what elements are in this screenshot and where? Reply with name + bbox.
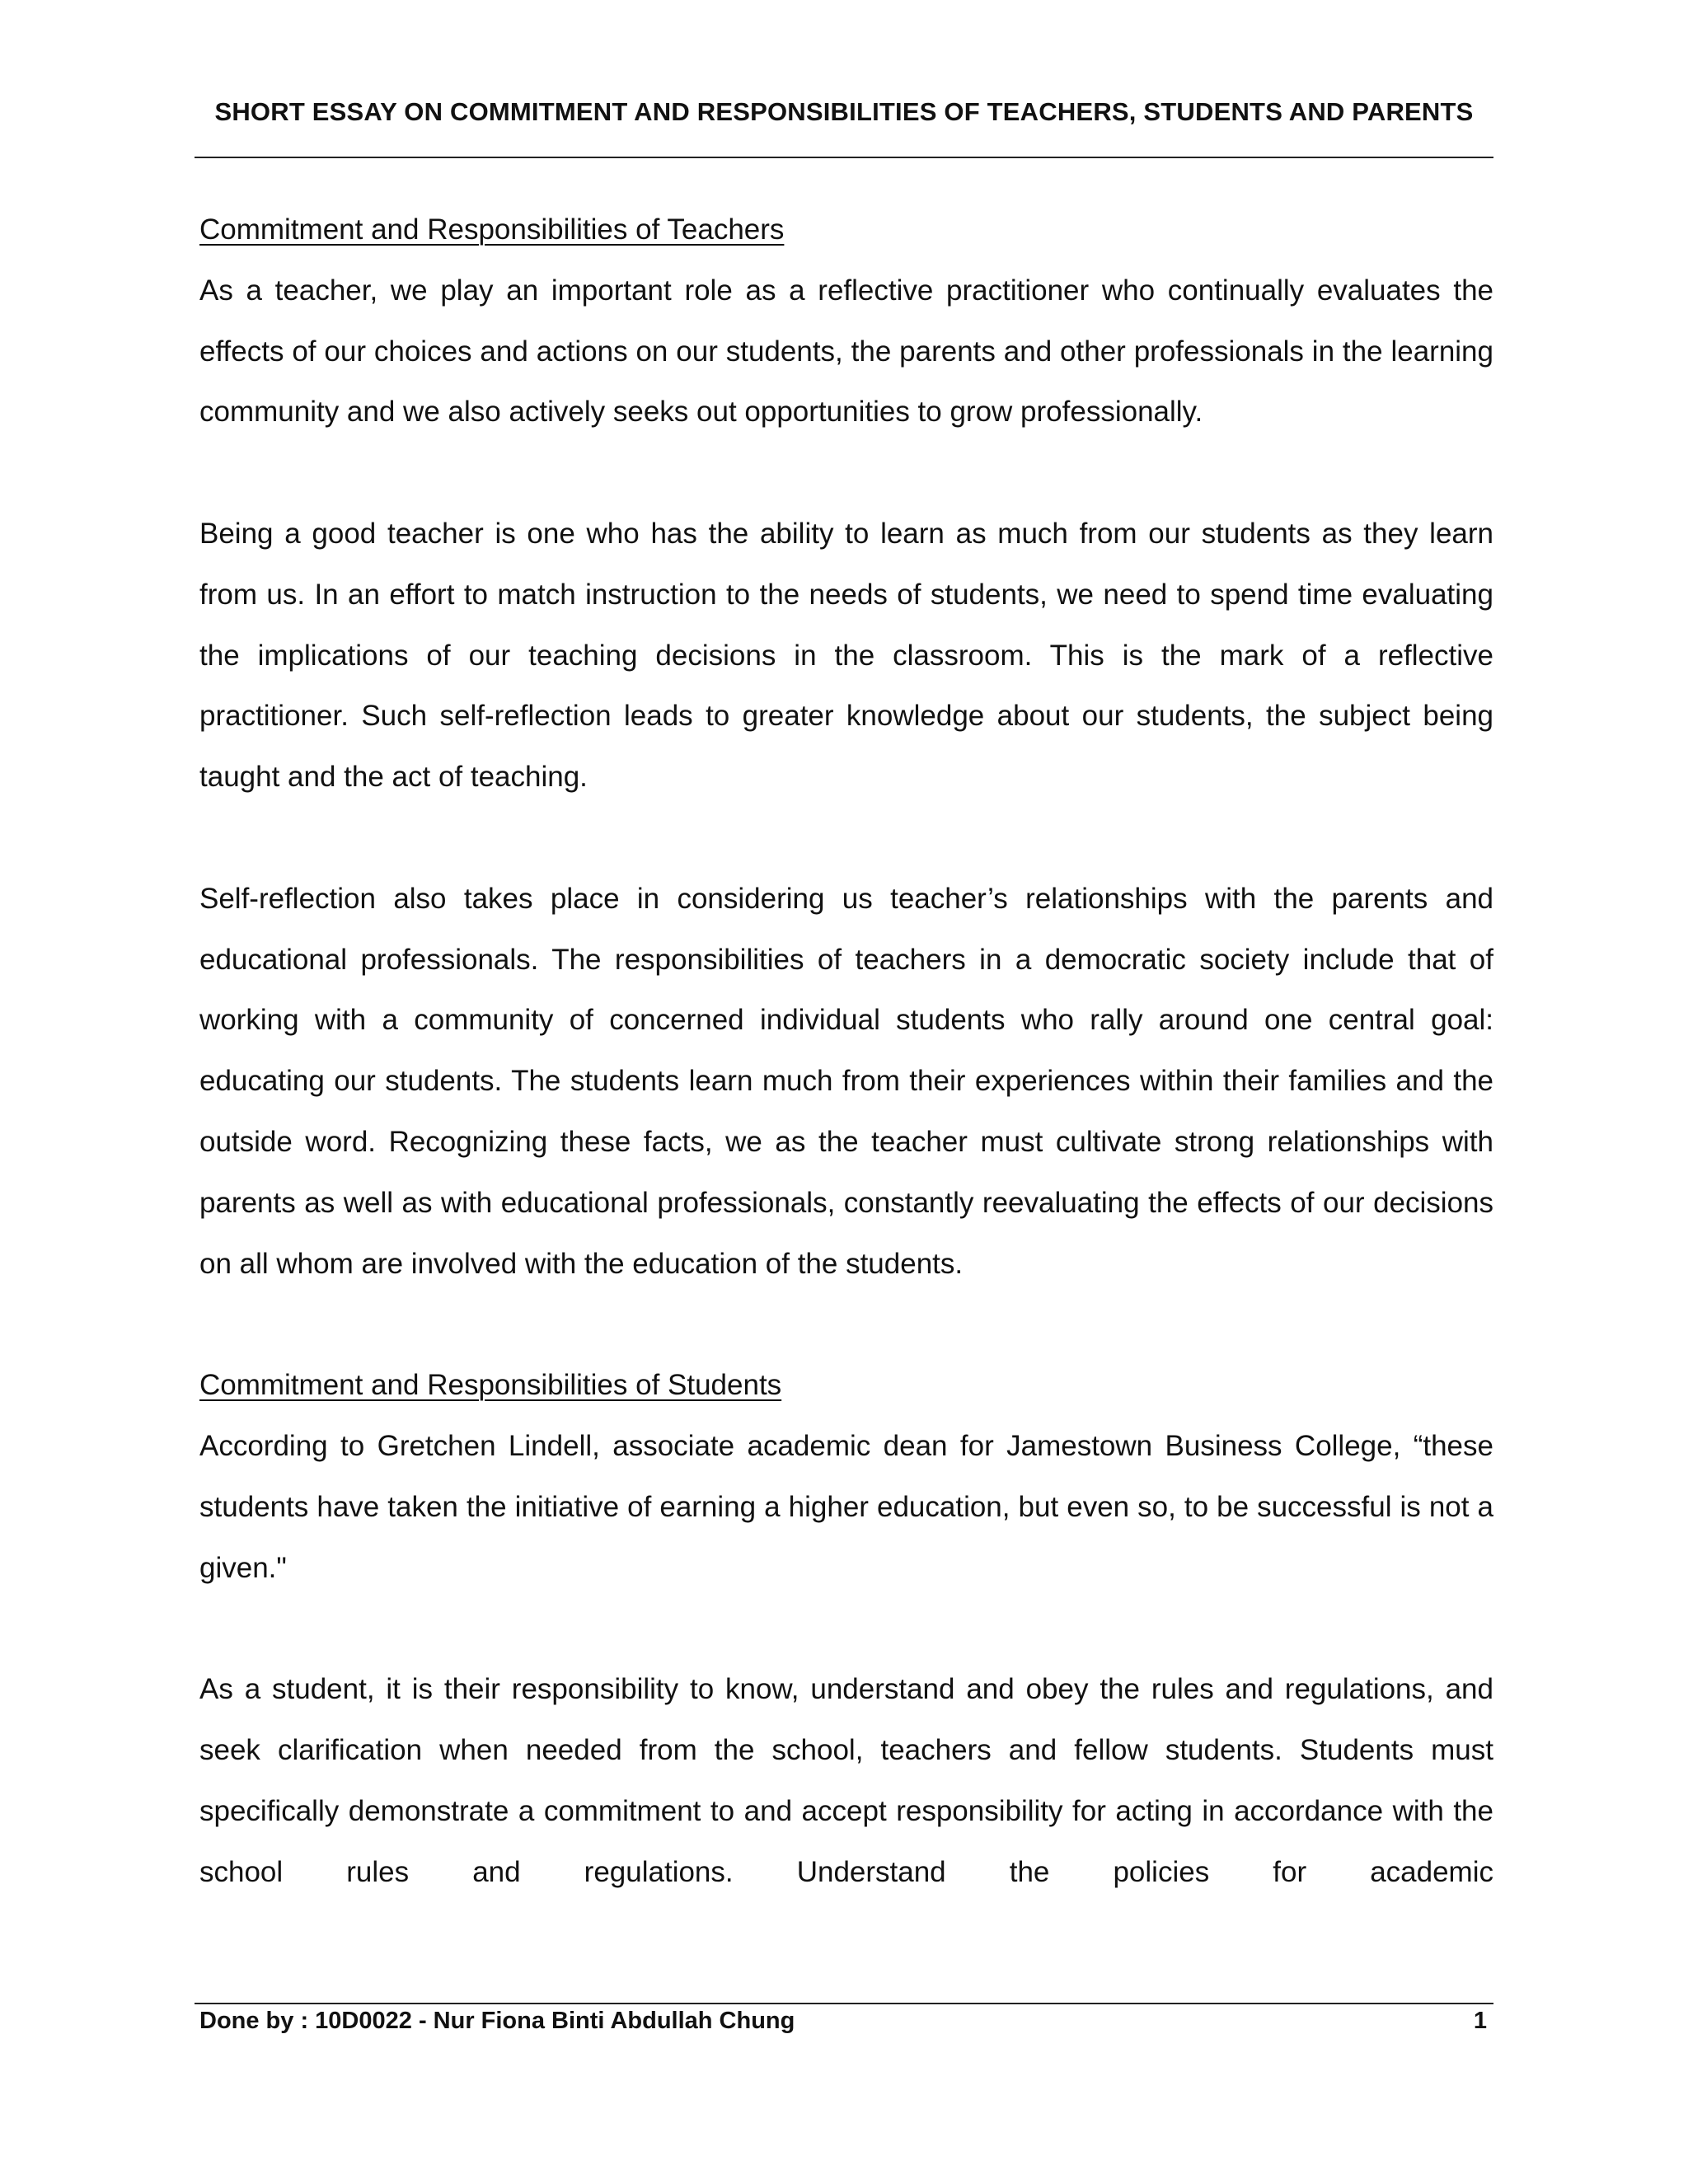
paragraph: Being a good teacher is one who has the ability to learn as much from our students as they learn from us. In an effort to match instruction to the needs of students, we need to spend time evaluating the implications of our teaching decisions in the classroom. This is the mark of a reflective practitioner. Such self-reflection leads to greater knowledge about our students, the subject being taught and the act of teaching. [199,517,1493,794]
section-heading-students: Commitment and Responsibilities of Students [199,1369,782,1402]
section-heading-teachers: Commitment and Responsibilities of Teachers [199,213,785,246]
paragraph: As a teacher, we play an important role as a reflective practitioner who continually evaluates the effects of our choices and actions on our students, the parents and other professionals in the learning community and we also actively seeks out opportunities to grow professionally. [199,274,1493,429]
header-title: SHORT ESSAY ON COMMITMENT AND RESPONSIBILITIES OF TEACHERS, STUDENTS AND PARENTS [214,97,1474,126]
page-footer [199,2008,1487,2035]
paragraph: According to Gretchen Lindell, associate academic dean for Jamestown Business College, “these students have taken the initiative of earning a higher education, but even so, to be successful is not a given." [199,1429,1493,1584]
essay-body [199,199,1493,1902]
header-divider [195,157,1493,158]
paragraph: As a student, it is their responsibility to know, understand and obey the rules and regulations, and seek clarification when needed from the school, teachers and fellow students. Students must specifically demonstrate a commitment to and accept responsibility for acting in accordance with the school rules and regulations. Understand the policies for academic [199,1673,1493,1888]
footer-divider [195,2003,1493,2004]
page-number: 1 [1473,2008,1487,2034]
footer-author: Done by : 10D0022 - Nur Fiona Binti Abdullah Chung [199,2008,795,2034]
paragraph: Self-reflection also takes place in considering us teacher’s relationships with the parents and educational professionals. The responsibilities of teachers in a democratic society include that of working with a community of concerned individual students who rally around one central goal: educating our students. The students learn much from their experiences within their families and the outside word. Recognizing these facts, we as the teacher must cultivate strong relationships with parents as well as with educational professionals, constantly reevaluating the effects of our decisions on all whom are involved with the education of the students. [199,882,1493,1280]
